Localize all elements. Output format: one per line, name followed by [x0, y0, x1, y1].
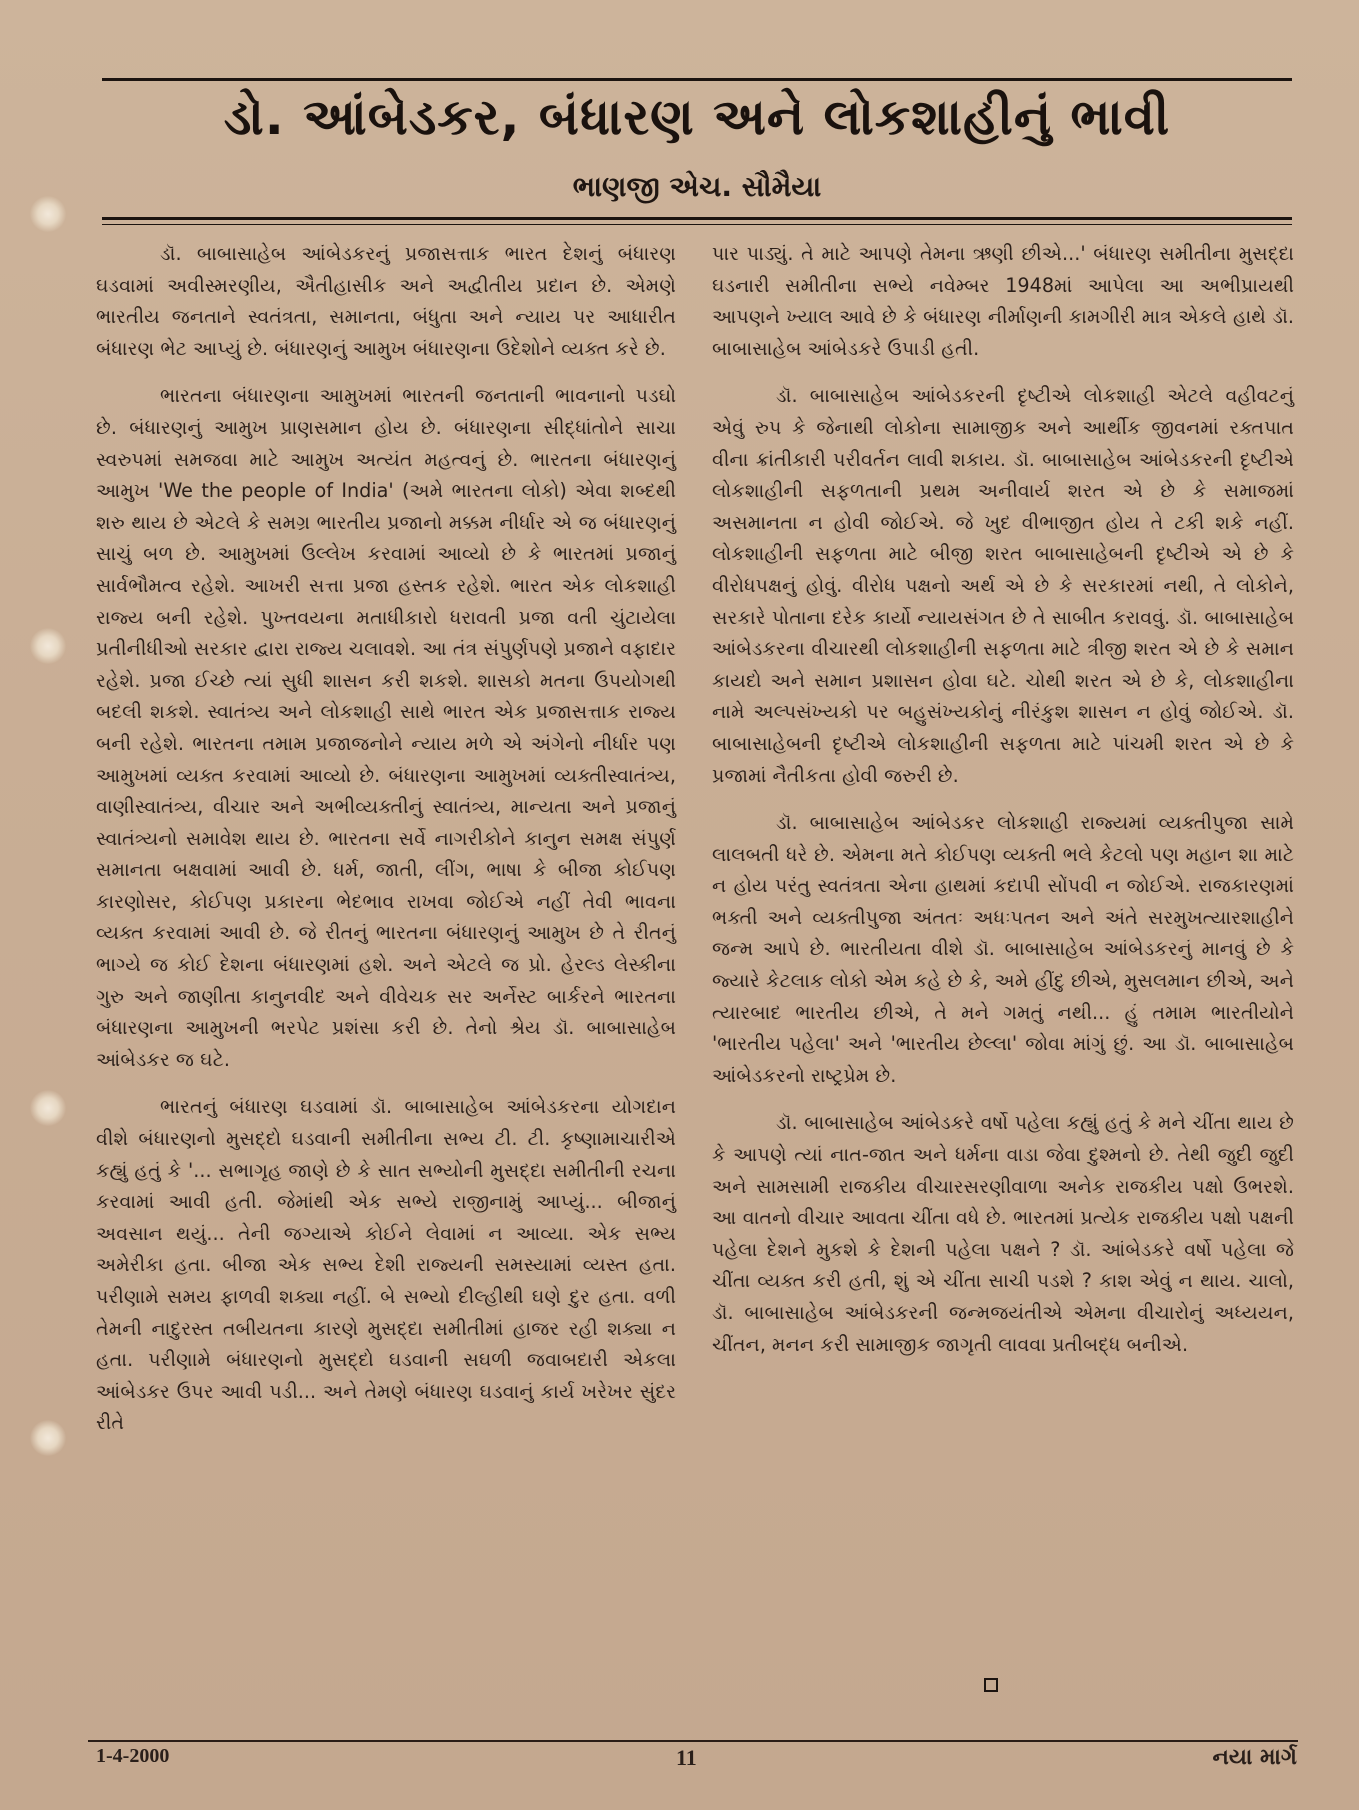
paragraph: ડૉ. બાબાસાહેબ આંબેડકર લોકશાહી રાજ્યમાં વ્યક્તીપુજા સામે લાલબતી ધરે છે. એમના મતે કોઈપણ વ્યક્તી ભલે કેટલો પણ મહાન શા માટે ન હોય પરંતુ સ્વતંત્રતા એના હાથમાં કદાપી સોંપવી ન જોઈએ. રાજકારણમાં ભક્તી અને વ્યક્તીપુજા અંતતઃ અધઃપતન અને અંતે સરમુખત્યારશાહીને જન્મ આપે છે. ભારતીયતા વીશે ડૉ. બાબાસાહેબ આંબેડકરનું માનવું છે કે જ્યારે કેટલાક લોકો એમ કહે છે કે, અમે હીંદુ છીએ, મુસલમાન છીએ, અને ત્યારબાદ ભારતીય છીએ, તે મને ગમતું નથી... હું તમામ ભારતીયોને 'ભારતીય પહેલા' અને 'ભારતીય છેલ્લા' જોવા માંગું છું. આ ડૉ. બાબાસાહેબ આંબેડકરનો રાષ્ટ્રપ્રેમ છે. — [712, 811, 1294, 1087]
header-rule — [102, 78, 1292, 81]
magazine-name: નયા માર્ગ — [1212, 1745, 1297, 1770]
article-title: ડો. આંબેડકર, બંધારણ અને લોકશાહીનું ભાવી — [223, 88, 1171, 146]
binder-hole — [30, 1090, 66, 1126]
header-rule — [102, 224, 1292, 225]
paragraph: ડૉ. બાબાસાહેબ આંબેડકરની દૃષ્ટીએ લોકશાહી એટલે વહીવટનું એવું રુપ કે જેનાથી લોકોના સામાજીક અને આર્થીક જીવનમાં રક્તપાત વીના ક્રાંતીકારી પરીવર્તન લાવી શકાય. ડૉ. બાબાસાહેબ આંબેડકરની દૃષ્ટીએ લોકશાહીની સફળતાની પ્રથમ અનીવાર્ય શરત એ છે કે સમાજમાં અસમાનતા ન હોવી જોઈએ. જે ખુદ વીભાજીત હોય તે ટકી શકે નહીં. લોકશાહીની સફળતા માટે બીજી શરત બાબાસાહેબની દૃષ્ટીએ એ છે કે વીરોધપક્ષનું હોવું. વીરોધ પક્ષનો અર્થ એ છે કે સરકારમાં નથી, તે લોકોને, સરકારે પોતાના દરેક કાર્યો ન્યાયસંગત છે તે સાબીત કરાવવું. ડૉ. બાબાસાહેબ આંબેડકરના વીચારથી લોકશાહીની સફળતા માટે ત્રીજી શરત એ છે કે સમાન કાયદો અને સમાન પ્રશાસન હોવા ઘટે. ચોથી શરત એ છે કે, લોકશાહીના નામે અલ્પસંખ્યકો પર બહુસંખ્યકોનું નીરંકુશ શાસન ન હોવું જોઈએ. ડૉ. બાબાસાહેબની દૃષ્ટીએ લોકશાહીની સફળતા માટે પાંચમી શરત એ છે કે પ્રજામાં નૈતીકતા હોવી જરુરી છે. — [712, 384, 1294, 787]
paragraph: ડૉ. બાબાસાહેબ આંબેડકરનું પ્રજાસત્તાક ભારત દેશનું બંધારણ ઘડવામાં અવીસ્મરણીય, ઐતીહાસીક અને અદ્વીતીય પ્રદાન છે. એમણે ભારતીય જનતાને સ્વતંત્રતા, સમાનતા, બંધુતા અને ન્યાય પર આધારીત બંધારણ ભેટ આપ્યું છે. બંધારણનું આમુખ બંધારણના ઉદેશોને વ્યક્ત કરે છે. — [96, 242, 676, 360]
footer-rule — [88, 1740, 1298, 1742]
paragraph: પાર પાડ્યું. તે માટે આપણે તેમના ઋણી છીએ...' બંધારણ સમીતીના મુસદ્દા ઘડનારી સમીતીના સભ્યે નવેમ્બર 1948માં આપેલા આ અભીપ્રાયથી આપણને ખ્યાલ આવે છે કે બંધારણ નીર્માણની કામગીરી માત્ર એકલે હાથે ડૉ. બાબાસાહેબ આંબેડકરે ઉપાડી હતી. — [712, 242, 1294, 360]
header-rule — [102, 217, 1292, 220]
binder-hole — [30, 1420, 66, 1456]
article-author: ભાણજી એચ. સૌમૈયા — [572, 170, 822, 203]
paragraph: ભારતના બંધારણના આમુખમાં ભારતની જનતાની ભાવનાનો પડઘો છે. બંધારણનું આમુખ પ્રાણસમાન હોય છે. બંધારણના સીદ્ધાંતોને સાચા સ્વરુપમાં સમજવા માટે આમુખ અત્યંત મહત્વનું છે. ભારતના બંધારણનું આમુખ 'We the people of India' (અમે ભારતના લોકો) એવા શબ્દથી શરુ થાય છે એટલે કે સમગ્ર ભારતીય પ્રજાનો મક્કમ નીર્ધાર એ જ બંધારણનું સાચું બળ છે. આમુખમાં ઉલ્લેખ કરવામાં આવ્યો છે કે ભારતમાં પ્રજાનું સાર્વભૌમત્વ રહેશે. આખરી સત્તા પ્રજા હસ્તક રહેશે. ભારત એક લોકશાહી રાજ્ય બની રહેશે. પુખ્તવયના મતાધીકારો ધરાવતી પ્રજા વતી ચુંટાયેલા પ્રતીનીધીઓ સરકાર દ્વારા રાજ્ય ચલાવશે. આ તંત્ર સંપુર્ણપણે પ્રજાને વફાદાર રહેશે. પ્રજા ઈચ્છે ત્યાં સુધી શાસન કરી શકશે. શાસકો મતના ઉપયોગથી બદલી શકશે. સ્વાતંત્ર્ય અને લોકશાહી સાથે ભારત એક પ્રજાસત્તાક રાજ્ય બની રહેશે. ભારતના તમામ પ્રજાજનોને ન્યાય મળે એ અંગેનો નીર્ધાર પણ આમુખમાં વ્યક્ત કરવામાં આવ્યો છે. બંધારણના આમુખમાં વ્યક્તીસ્વાતંત્ર્ય, વાણીસ્વાતંત્ર્ય, વીચાર અને અભીવ્યક્તીનું સ્વાતંત્ર્ય, માન્યતા અને પ્રજાનું સ્વાતંત્ર્યનો સમાવેશ થાય છે. ભારતના સર્વે નાગરીકોને કાનુન સમક્ષ સંપુર્ણ સમાનતા બક્ષવામાં આવી છે. ધર્મ, જાતી, લીંગ, ભાષા કે બીજા કોઈપણ કારણોસર, કોઈપણ પ્રકારના ભેદભાવ રાખવા જોઈએ નહીં તેવી ભાવના વ્યક્ત કરવામાં આવી છે. જે રીતનું ભારતના બંધારણનું આમુખ છે તે રીતનું ભાગ્યે જ કોઈ દેશના બંધારણમાં હશે. અને એટલે જ પ્રો. હેરલ્ડ લેસ્કીના ગુરુ અને જાણીતા કાનુનવીદ અને વીવેચક સર અર્નેસ્ટ બાર્કરને ભારતના બંધારણના આમુખની ભરપેટ પ્રશંસા કરી છે. તેનો શ્રેય ડૉ. બાબાસાહેબ આંબેડકર જ ઘટે. — [96, 384, 676, 1071]
issue-date: 1-4-2000 — [96, 1745, 170, 1767]
right-column — [712, 238, 1294, 1376]
end-of-article-icon — [984, 1678, 998, 1692]
binder-hole — [30, 196, 66, 232]
binder-hole — [30, 628, 66, 664]
paragraph: ડૉ. બાબાસાહેબ આંબેડકરે વર્ષો પહેલા કહ્યું હતું કે મને ચીંતા થાય છે કે આપણે ત્યાં નાત-જાત અને ધર્મના વાડા જેવા દુશ્મનો છે. તેથી જુદી જુદી અને સામસામી રાજકીય વીચારસરણીવાળા અનેક રાજકીય પક્ષો ઉભરશે. આ વાતનો વીચાર આવતા ચીંતા વધે છે. ભારતમાં પ્રત્યેક રાજકીય પક્ષો પક્ષની પહેલા દેશને મુકશે કે દેશની પહેલા પક્ષને ? ડૉ. આંબેડકરે વર્ષો પહેલા જે ચીંતા વ્યક્ત કરી હતી, શું એ ચીંતા સાચી પડશે ? કાશ એવું ન થાય. ચાલો, ડૉ. બાબાસાહેબ આંબેડકરની જન્મજયંતીએ એમના વીચારોનું અધ્યયન, ચીંતન, મનન કરી સામાજીક જાગૃતી લાવવા પ્રતીબદ્ધ બનીએ. — [712, 1111, 1294, 1356]
left-column — [96, 238, 676, 1455]
paragraph: ભારતનું બંધારણ ઘડવામાં ડૉ. બાબાસાહેબ આંબેડકરના યોગદાન વીશે બંધારણનો મુસદ્દો ઘડવાની સમીતીના સભ્ય ટી. ટી. કૃષ્ણામાચારીએ કહ્યું હતું કે '... સભાગૃહ જાણે છે કે સાત સભ્યોની મુસદ્દા સમીતીની રચના કરવામાં આવી હતી. જેમાંથી એક સભ્યે રાજીનામું આપ્યું... બીજાનું અવસાન થયું... તેની જગ્યાએ કોઈને લેવામાં ન આવ્યા. એક સભ્ય અમેરીકા હતા. બીજા એક સભ્ય દેશી રાજ્યની સમસ્યામાં વ્યસ્ત હતા. પરીણામે સમય ફાળવી શક્યા નહીં. બે સભ્યો દીલ્હીથી ઘણે દુર હતા. વળી તેમની નાદુરસ્ત તબીયતના કારણે મુસદ્દા સમીતીમાં હાજર રહી શક્યા ન હતા. પરીણામે બંધારણનો મુસદ્દો ઘડવાની સઘળી જવાબદારી એકલા આંબેડકર ઉપર આવી પડી... અને તેમણે બંધારણ ઘડવાનું કાર્ય ખરેખર સુંદર રીતે — [96, 1095, 676, 1435]
page-number: 11 — [676, 1745, 697, 1770]
